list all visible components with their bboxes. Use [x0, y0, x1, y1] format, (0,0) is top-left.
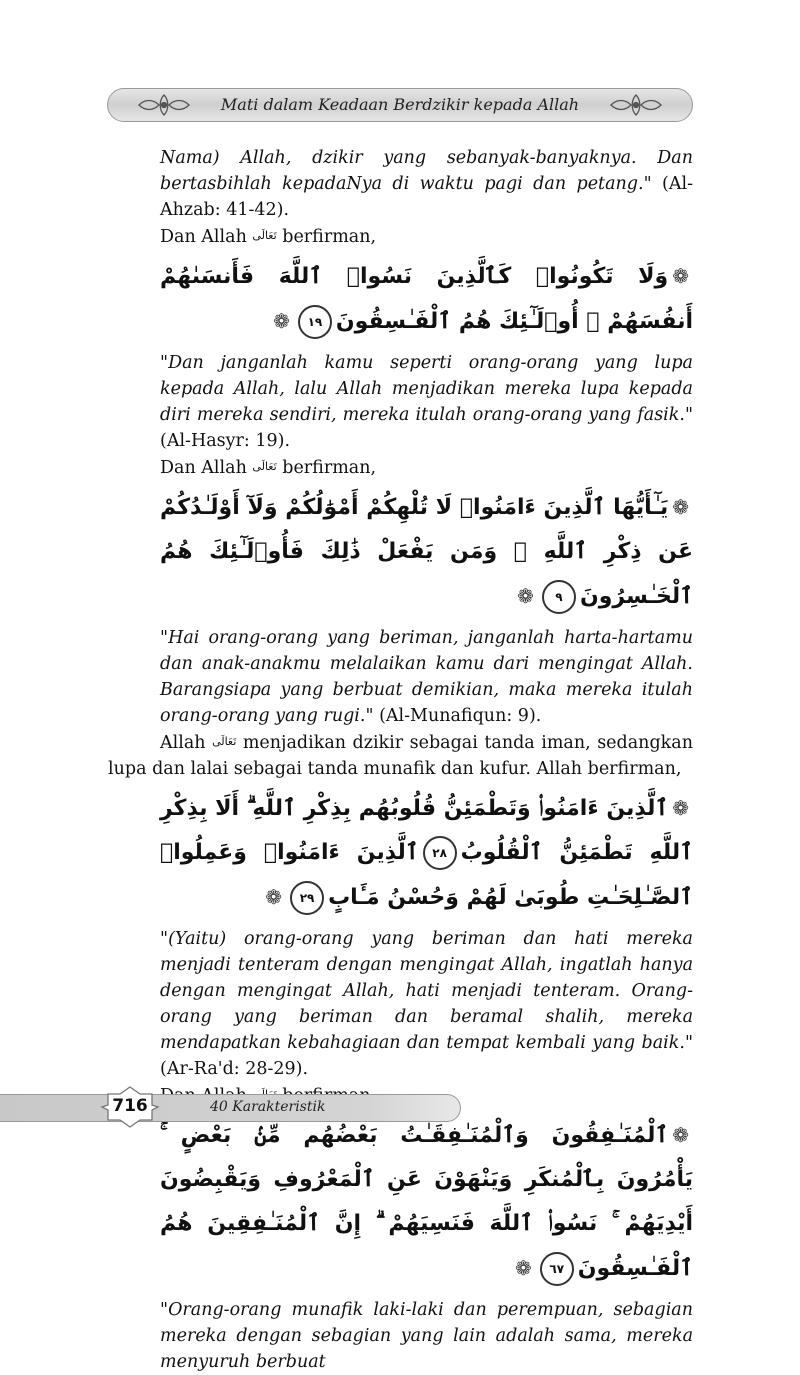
flower-open-icon: ❁: [672, 1123, 689, 1147]
flower-close-icon: ❁: [273, 309, 290, 333]
honorific-mark: تَعَالَى: [252, 229, 277, 242]
citation-munafiqun: " (Al-Munafiqun: 9).: [365, 706, 542, 726]
ayah-number: ٦٧: [540, 1252, 574, 1286]
quote-open: ": [160, 628, 169, 648]
honorific-mark: تَعَالَى: [212, 735, 237, 748]
arabic-verse-rad-29-text: ٱلَّذِينَ ءَامَنُوا۟ وَعَمِلُوا۟ ٱلصَّـٰلِحَـٰتِ طُوبَىٰ لَهُمْ وَحُسْنُ مَـَٔابٍ: [160, 840, 693, 910]
flower-open-icon: ❁: [672, 264, 689, 288]
flower-open-icon: ❁: [672, 796, 689, 820]
arabic-verse-munafiqun: [160, 485, 693, 619]
running-header: [107, 88, 693, 122]
translation-hasyr-text: Dan janganlah kamu seperti orang-orang yang lupa kepada Allah, lalu Allah menjadikan mereka lupa kepada diri mereka sendiri, mereka itulah orang-orang yang fasik: [160, 353, 693, 425]
ayah-number: ٢٩: [290, 881, 324, 915]
lead-in-2-end: berfirman,: [282, 458, 377, 478]
paragraph-ahzab-text: Nama) Allah, dzikir yang sebanyak-banyaknya. Dan bertasbihlah kepadaNya di waktu pagi dan petang.: [160, 148, 693, 194]
citation-ahzab: " (Al-Ahzab: 41-42).: [160, 174, 693, 220]
ayah-number: ٩: [542, 580, 576, 614]
citation-rad: " (Ar-Ra'd: 28-29).: [160, 1033, 693, 1079]
lead-in-2-start: Dan Allah: [160, 458, 247, 478]
ornament-right-icon: [607, 91, 665, 119]
running-footer: [0, 1086, 500, 1130]
arabic-verse-hasyr: [160, 254, 693, 344]
footer-book-title: 40 Karakteristik: [210, 1099, 326, 1115]
honorific-mark: تَعَالَى: [252, 460, 277, 473]
flower-open-icon: ❁: [672, 495, 689, 519]
quote-open: ": [160, 353, 169, 373]
lead-in-1-end: berfirman,: [282, 227, 377, 247]
header-title: Mati dalam Keadaan Berdzikir kepada Allah: [220, 95, 580, 114]
arabic-verse-hasyr-text: وَلَا تَكُونُوا۟ كَٱلَّذِينَ نَسُوا۟ ٱللَّهَ فَأَنسَىٰهُمْ أَنفُسَهُمْ ۚ أُو۟لَـٰٓئِكَ هُمُ ٱلْفَـٰسِقُونَ: [160, 264, 693, 334]
arabic-verse-munafiqun-text: يَـٰٓأَيُّهَا ٱلَّذِينَ ءَامَنُوا۟ لَا تُلْهِكُمْ أَمْوَٰلُكُمْ وَلَآ أَوْلَـٰدُكُمْ عَن ذِكْرِ ٱللَّهِ ۚ وَمَن يَفْعَلْ ذَٰلِكَ فَأُو۟لَـٰٓئِكَ هُمُ ٱلْخَـٰسِرُونَ: [160, 495, 693, 609]
ayah-number: ٢٨: [423, 836, 457, 870]
translation-rad-text: (Yaitu) orang-orang yang beriman dan hati mereka menjadi tenteram dengan mengingat Allah, ingatlah hanya dengan mengingat Allah, hati menjadi tenteram. Orang-orang yang beriman dan beramal shalih, mereka mendapatkan kebahagiaan dan tempat kembali yang baik.: [160, 929, 693, 1053]
page-number: 716: [112, 1096, 148, 1116]
translation-munafiqun: [160, 625, 693, 729]
translation-munafiqun-text: Hai orang-orang yang beriman, janganlah harta-hartamu dan anak-anakmu melalaikan kamu dari mengingat Allah. Barangsiapa yang berbuat demikian, maka mereka itulah orang-orang yang rugi.: [160, 628, 693, 726]
translation-rad: [160, 926, 693, 1082]
quote-open: ": [160, 929, 169, 949]
flower-close-icon: ❁: [265, 885, 283, 909]
paragraph-ahzab: [160, 145, 693, 223]
paragraph-iman: [108, 729, 693, 782]
lead-in-2: [160, 454, 693, 481]
lead-in-1-start: Dan Allah: [160, 227, 247, 247]
flower-close-icon: ❁: [517, 584, 534, 608]
ayah-number: ١٩: [298, 305, 332, 339]
arabic-verse-rad: [160, 786, 693, 920]
arabic-verse-rad-28-text: ٱلَّذِينَ ءَامَنُوا۟ وَتَطْمَئِنُّ قُلُوبُهُم بِذِكْرِ ٱللَّهِ ۗ أَلَا بِذِكْرِ ٱللَّهِ تَطْمَئِنُّ ٱلْقُلُوبُ: [160, 796, 693, 865]
arabic-verse-taubah-text: ٱلْمُنَـٰفِقُونَ وَٱلْمُنَـٰفِقَـٰتُ بَعْضُهُم مِّنۢ بَعْضٍ ۚ يَأْمُرُونَ بِٱلْمُنكَرِ وَيَنْهَوْنَ عَنِ ٱلْمَعْرُوفِ وَيَقْبِضُونَ أَيْدِيَهُمْ ۚ نَسُوا۟ ٱللَّهَ فَنَسِيَهُمْ ۗ إِنَّ ٱلْمُنَـٰفِقِينَ هُمُ ٱلْفَـٰسِقُونَ: [160, 1123, 693, 1281]
translation-taubah: [160, 1297, 693, 1375]
lead-in-1: [160, 223, 693, 250]
citation-hasyr: ." (Al-Hasyr: 19).: [160, 405, 693, 451]
quote-open: ": [160, 1300, 169, 1320]
translation-taubah-text: Orang-orang munafik laki-laki dan perempuan, sebagian mereka dengan sebagian yang lain adalah sama, mereka menyuruh berbuat: [160, 1300, 693, 1372]
translation-hasyr: [160, 350, 693, 454]
arabic-verse-taubah: [160, 1113, 693, 1291]
flower-close-icon: ❁: [514, 1256, 532, 1280]
paragraph-iman-start: Allah: [160, 733, 206, 753]
paragraph-iman-text: menjadikan dzikir sebagai tanda iman, sedangkan lupa dan lalai sebagai tanda munafik dan kufur. Allah berfirman,: [108, 733, 693, 779]
